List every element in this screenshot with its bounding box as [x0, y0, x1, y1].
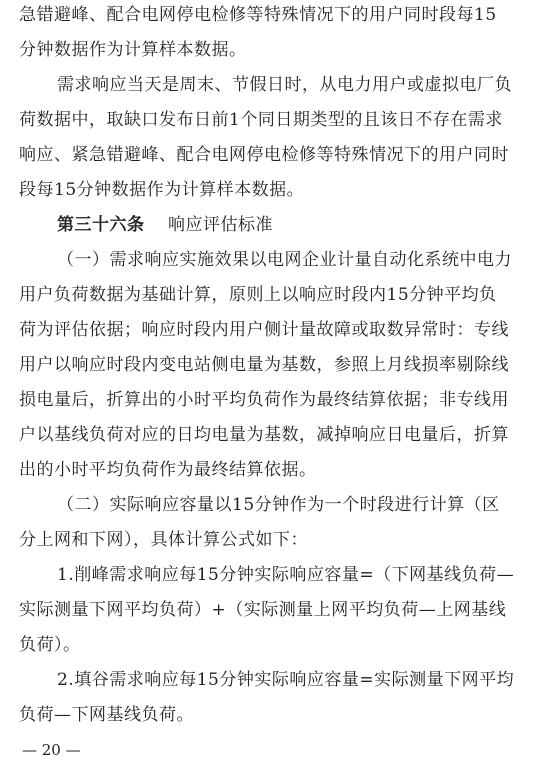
- paragraph-line: 出的小时平均负荷作为最终结算依据。: [19, 460, 317, 480]
- paragraph-line: 响应、紧急错避峰、配合电网停电检修等特殊情况下的用户同时: [19, 145, 509, 165]
- paragraph-line: 1.削峰需求响应每15分钟实际响应容量=（下网基线负荷—: [57, 565, 515, 585]
- paragraph-line: 负荷—下网基线负荷。: [19, 705, 194, 725]
- paragraph-line: 分上网和下网），具体计算公式如下：: [19, 530, 308, 550]
- paragraph-line: 2.填谷需求响应每15分钟实际响应容量=实际测量下网平均: [57, 670, 515, 690]
- paragraph-line: 户以基线负荷对应的日均电量为基数，减掉响应日电量后，折算: [19, 425, 509, 445]
- paragraph-line: 需求响应当天是周末、节假日时，从电力用户或虚拟电厂负: [57, 75, 512, 95]
- paragraph-line: 荷为评估依据；响应时段内用户侧计量故障或取数异常时：专线: [19, 320, 509, 340]
- paragraph-line: 急错避峰、配合电网停电检修等特殊情况下的用户同时段每15: [19, 5, 497, 25]
- paragraph-line: 实际测量下网平均负荷）+（实际测量上网平均负荷—上网基线: [19, 600, 507, 620]
- paragraph-line: 负荷）。: [19, 635, 81, 655]
- paragraph-line: 段每15分钟数据作为计算样本数据。: [19, 180, 305, 200]
- paragraph-line: 荷数据中，取缺口发布日前1个同日期类型的且该日不存在需求: [19, 110, 503, 130]
- page-number: — 20 —: [22, 741, 81, 759]
- paragraph-line: 分钟数据作为计算样本数据。: [19, 40, 247, 60]
- paragraph-line: （二）实际响应容量以15分钟作为一个时段进行计算（区: [57, 495, 500, 515]
- paragraph-line: 损电量后，折算出的小时平均负荷作为最终结算依据；非专线用: [19, 390, 509, 410]
- paragraph-line: 用户负荷数据为基础计算，原则上以响应时段内15分钟平均负: [19, 285, 497, 305]
- article-number: 第三十六条: [57, 215, 145, 235]
- paragraph-line: 用户以响应时段内变电站侧电量为基数，参照上月线损率剔除线: [19, 355, 509, 375]
- paragraph-line: （一）需求响应实施效果以电网企业计量自动化系统中电力: [57, 250, 512, 270]
- article-title: 响应评估标准: [168, 215, 273, 235]
